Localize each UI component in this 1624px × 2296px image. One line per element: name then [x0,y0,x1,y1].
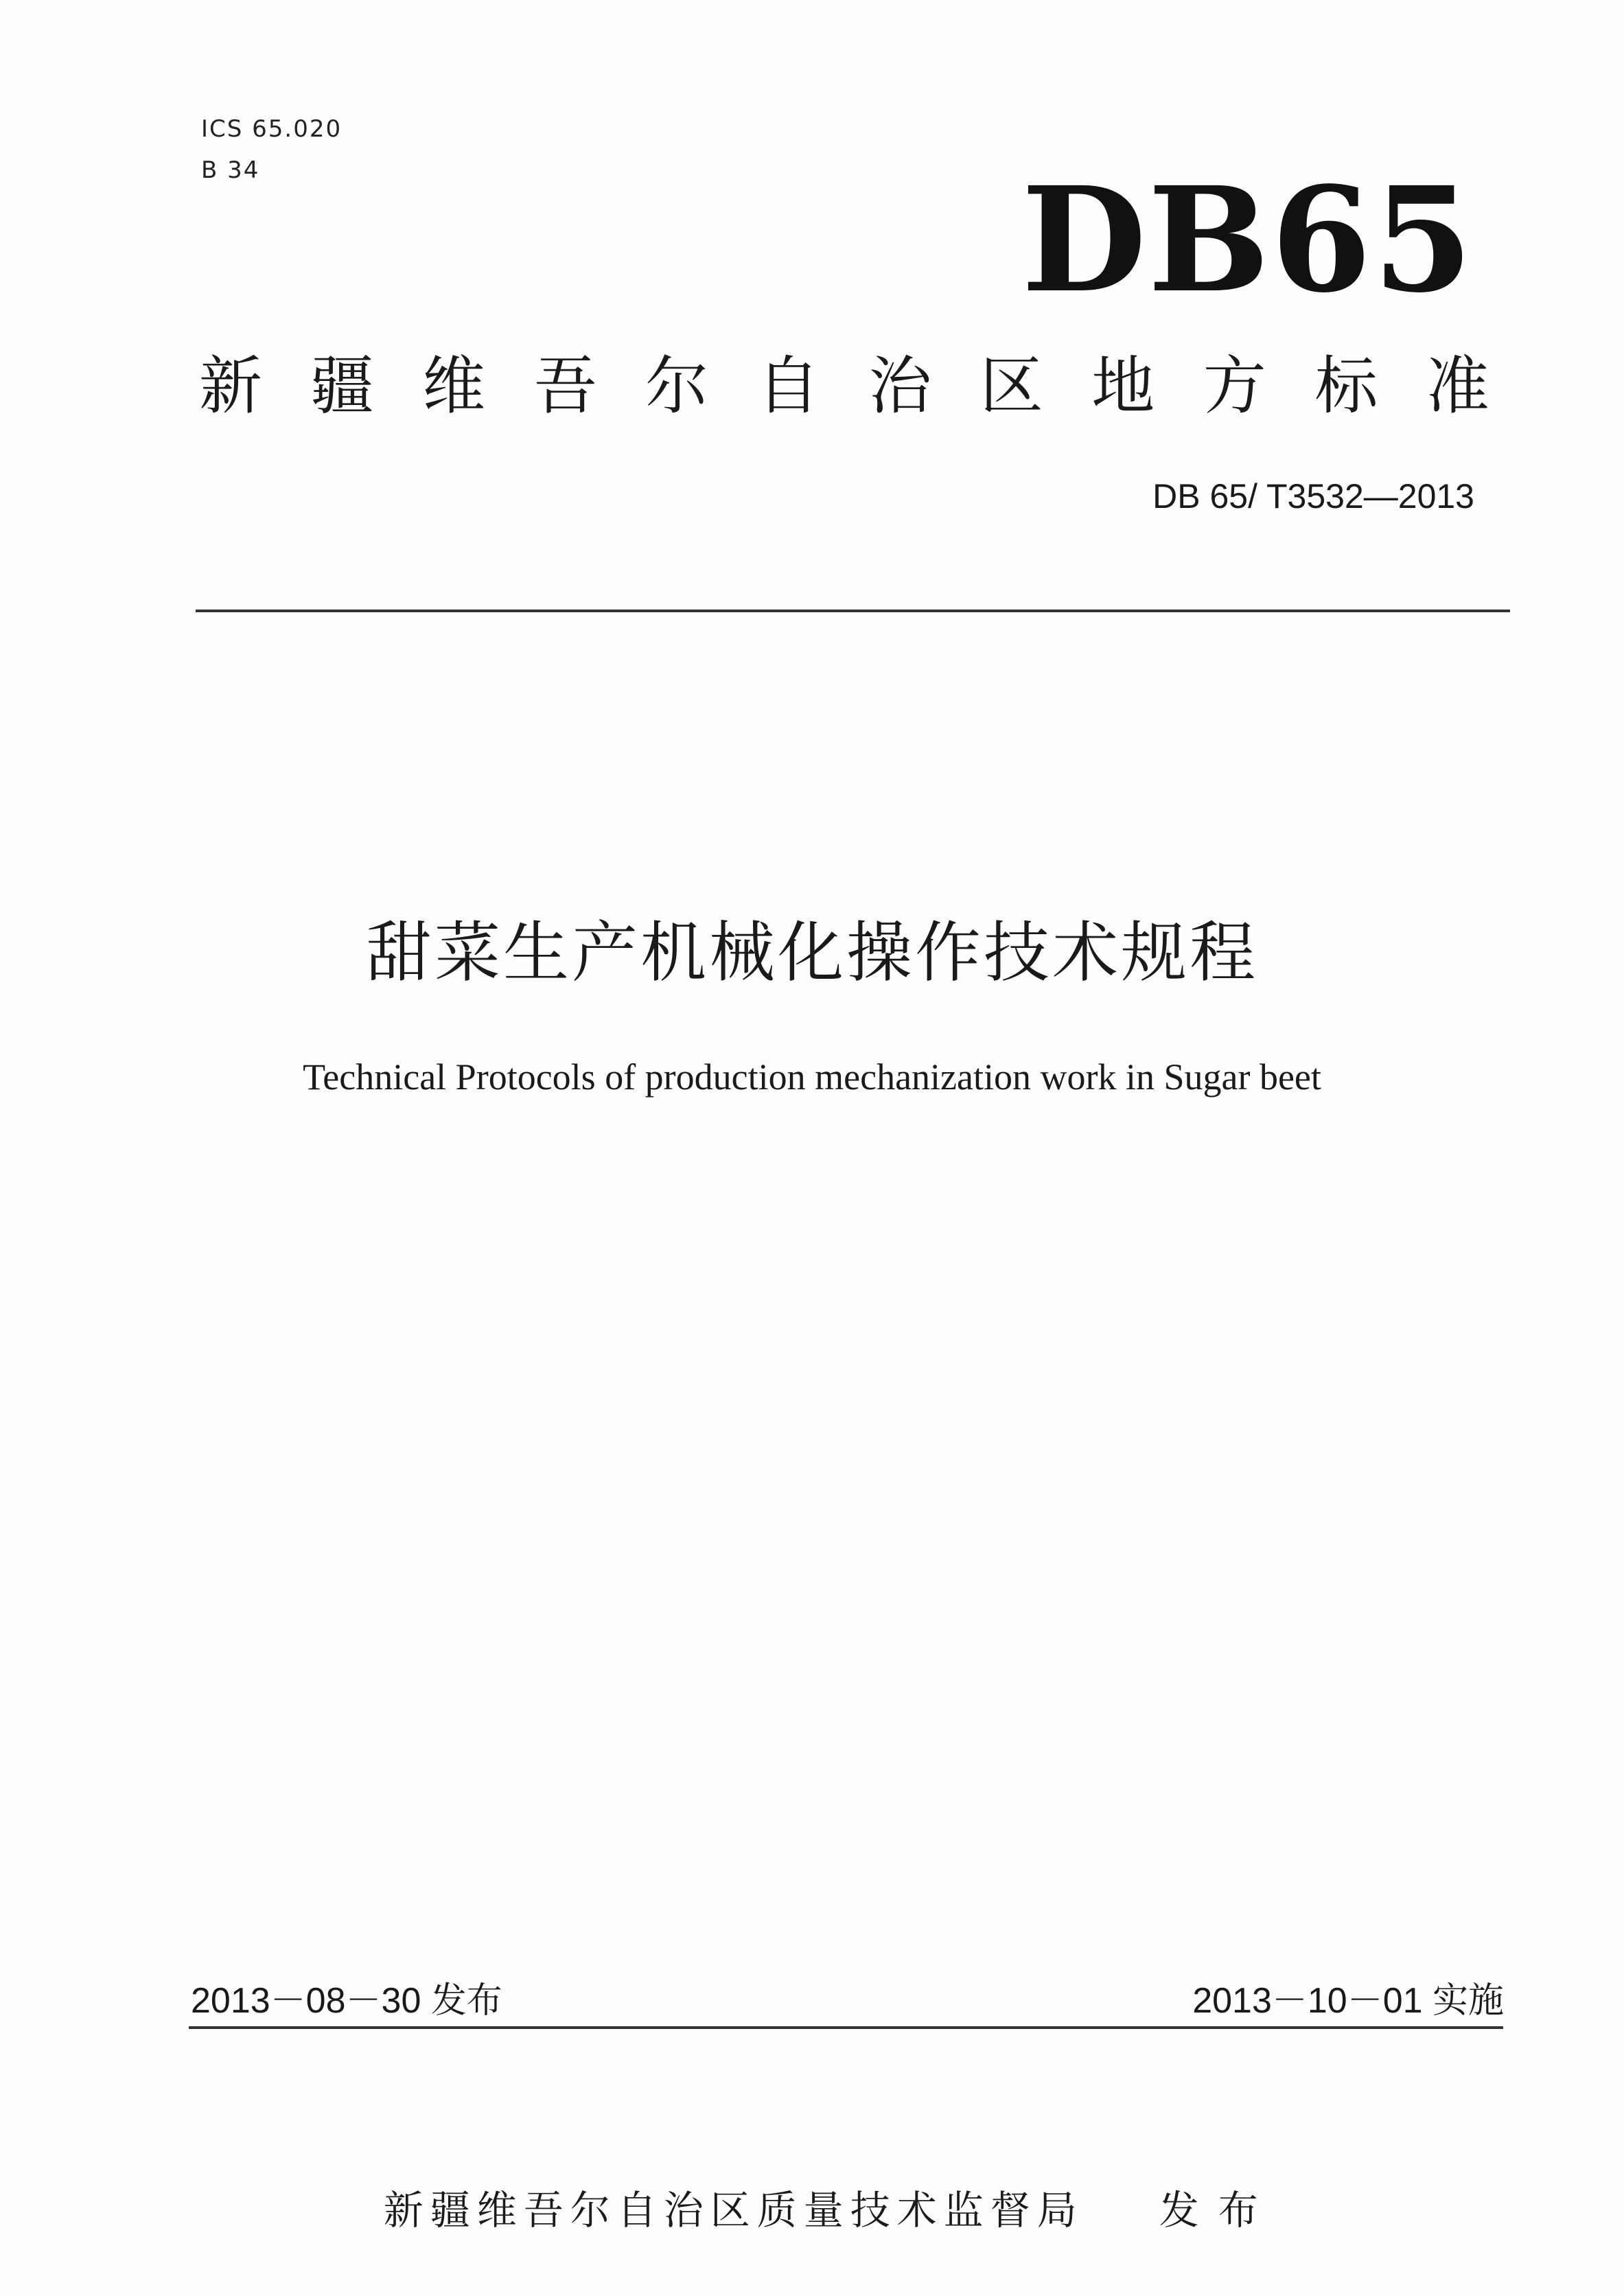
document-title-chinese: 甜菜生产机械化操作技术规程 [366,914,1258,991]
document-title-english: Technical Protocols of production mechanization work in Sugar beet [303,1056,1321,1098]
dates-divider [189,2026,1503,2029]
classification-codes [201,108,342,191]
effective-date: 2013－10－01 实施 [1192,1981,1504,2021]
standard-type-heading [199,349,1489,424]
publisher-action: 发布 [1159,2187,1277,2234]
standard-type-char: 地 [1091,349,1155,423]
standard-type-char: 尔 [645,349,709,423]
header-divider [196,610,1510,612]
ics-code: ICS 65.020 [201,115,343,143]
issue-date: 2013－08－30 发布 [191,1981,502,2021]
standard-type-char: 自 [756,349,820,423]
standard-type-char: 治 [868,349,932,423]
publisher-line [305,2128,1335,2293]
standard-type-char: 吾 [533,349,597,423]
standard-type-char: 维 [422,349,486,423]
publisher-name: 新疆维吾尔自治区质量技术监督局 [383,2187,1084,2234]
standard-type-char: 疆 [310,349,374,423]
ccs-code: B 34 [201,156,260,184]
standard-mark: DB65 [1021,155,1474,325]
standard-type-char: 准 [1426,349,1489,423]
standard-type-char: 新 [199,349,263,423]
standard-type-char: 标 [1314,349,1378,423]
standard-number: DB 65/ T3532—2013 [1152,477,1474,515]
standard-type-char: 方 [1203,349,1266,423]
standard-type-char: 区 [979,349,1043,423]
